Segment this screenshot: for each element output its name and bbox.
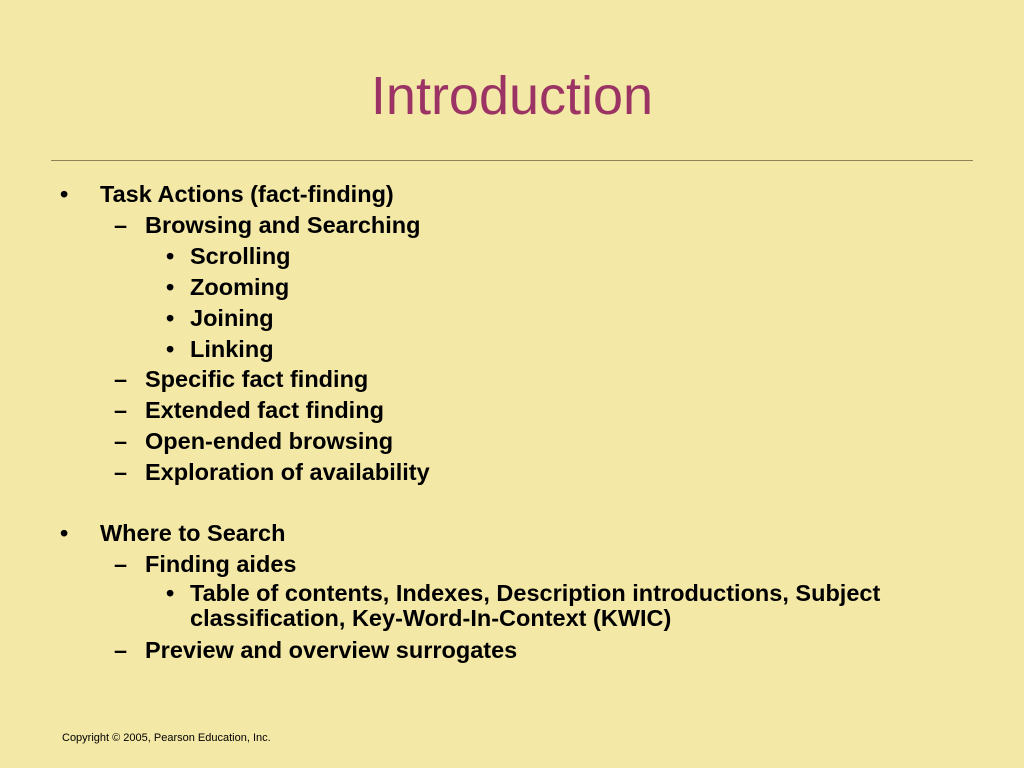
slide-title: Introduction	[370, 66, 654, 126]
dash-marker: –	[114, 551, 128, 577]
bullet-marker: •	[166, 336, 175, 362]
dash-marker: –	[114, 397, 128, 423]
dash-marker: –	[114, 637, 128, 663]
dash-marker: –	[114, 212, 128, 238]
sub-bullet-text: Preview and overview surrogates	[145, 637, 518, 663]
title-divider	[51, 160, 973, 161]
bullet-marker: •	[166, 243, 175, 269]
sub-sub-bullet-text: Joining	[190, 305, 274, 331]
bullet-marker: •	[166, 580, 175, 606]
sub-bullet-text: Exploration of availability	[145, 459, 430, 485]
sub-bullet-text: Extended fact finding	[145, 397, 384, 423]
sub-bullet-text: Open-ended browsing	[145, 428, 394, 454]
sub-bullet-text: Browsing and Searching	[145, 212, 421, 238]
bullet-marker: •	[60, 181, 69, 207]
bullet-marker: •	[166, 274, 175, 300]
dash-marker: –	[114, 366, 128, 392]
dash-marker: –	[114, 428, 128, 454]
bullet-text: Task Actions (fact-finding)	[100, 181, 394, 207]
sub-sub-bullet-text: Zooming	[190, 274, 290, 300]
sub-sub-bullet-text: Scrolling	[190, 243, 291, 269]
sub-bullet-text: Finding aides	[145, 551, 297, 577]
sub-bullet-text: Specific fact finding	[145, 366, 369, 392]
sub-sub-bullet-text: Table of contents, Indexes, Description introductions, Subject classification, Key-Word-In-Context (KWIC)	[190, 580, 881, 631]
bullet-marker: •	[60, 520, 69, 546]
copyright-footer: Copyright © 2005, Pearson Education, Inc.	[62, 732, 271, 744]
dash-marker: –	[114, 459, 128, 485]
sub-sub-bullet-text: Linking	[190, 336, 274, 362]
bullet-text: Where to Search	[100, 520, 286, 546]
bullet-marker: •	[166, 305, 175, 331]
